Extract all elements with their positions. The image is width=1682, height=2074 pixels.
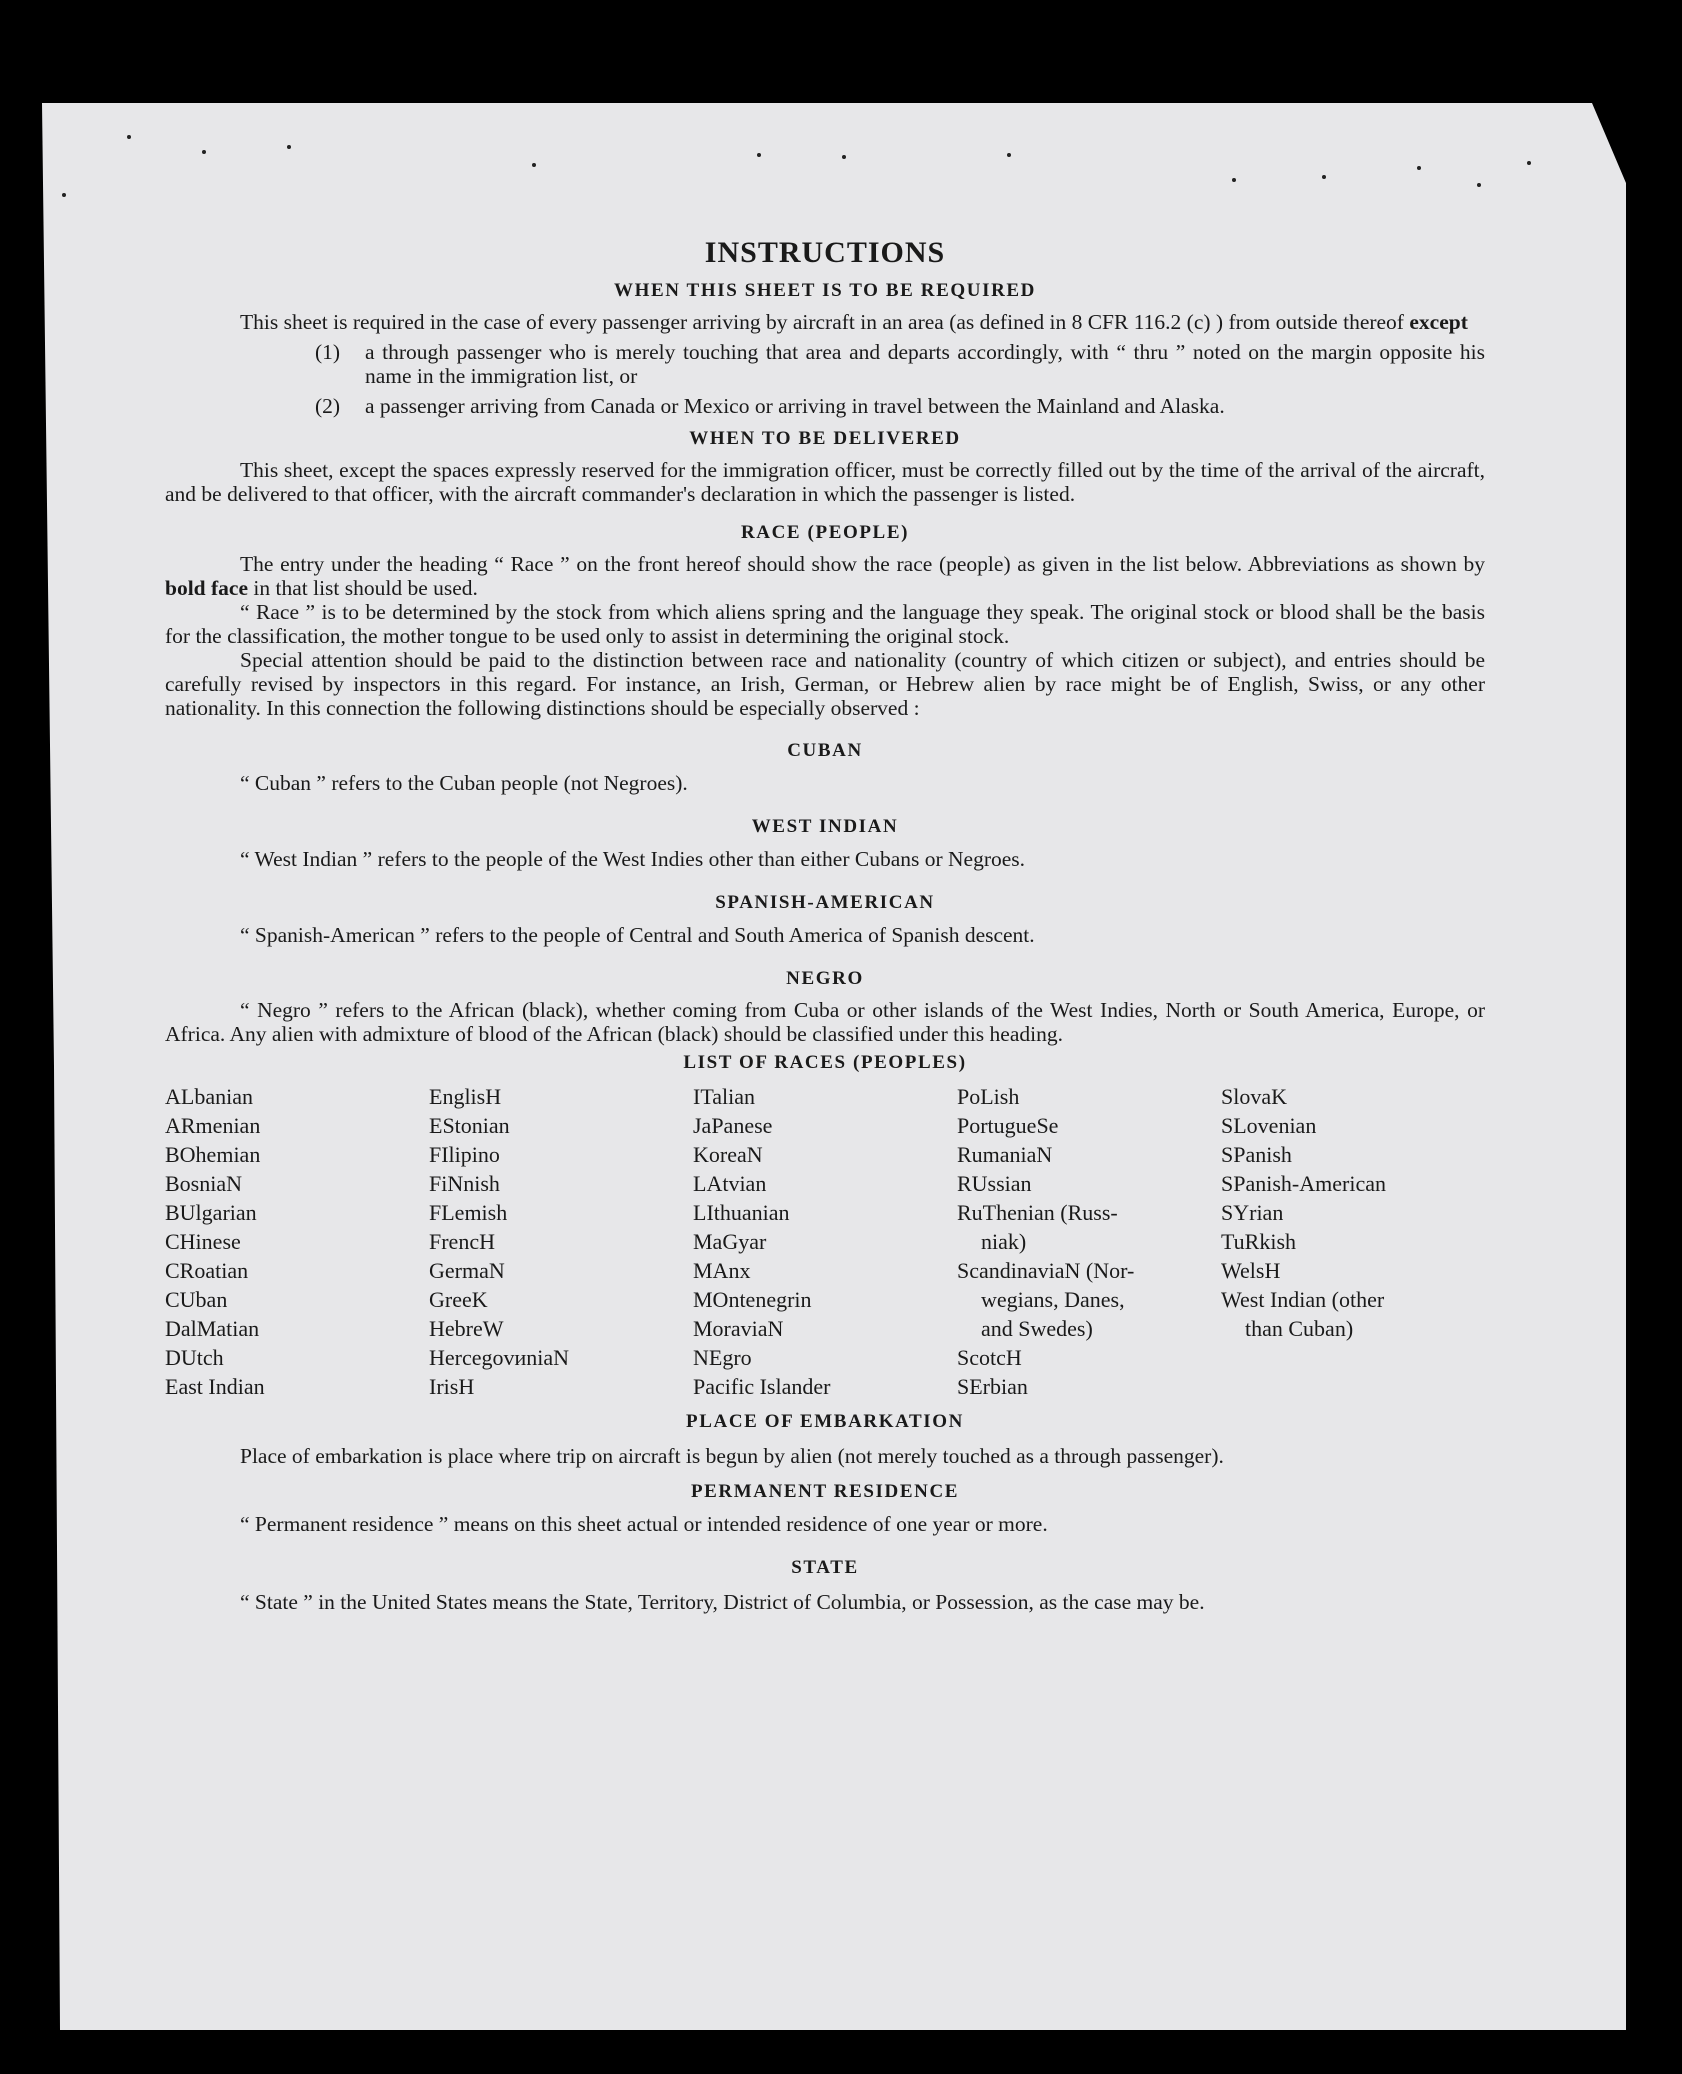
race-item: FLemish — [429, 1200, 508, 1225]
race-item: BosniaN — [165, 1171, 242, 1196]
race-item: KoreaN — [693, 1142, 763, 1167]
section-heading-when-required: WHEN THIS SHEET IS TO BE REQUIRED — [613, 280, 1037, 301]
race-item: MAnx — [693, 1258, 751, 1283]
race-item: Pacific Islander — [693, 1374, 831, 1399]
section-heading-spanish-american: SPANISH-AMERICAN — [715, 892, 935, 913]
section-heading-cuban: CUBAN — [787, 740, 863, 761]
race-item: ALbanian — [165, 1084, 253, 1109]
race-item: niak) — [981, 1229, 1027, 1254]
race-item: GreeK — [429, 1287, 488, 1312]
section-heading-embarkation: PLACE OF EMBARKATION — [686, 1411, 964, 1432]
race-item: SlovaK — [1221, 1084, 1287, 1109]
race-column — [1221, 1082, 1485, 1401]
race-item: DUtch — [165, 1345, 224, 1370]
race-item: ARmenian — [165, 1113, 261, 1138]
document-content — [165, 130, 1485, 1617]
section-heading-negro: NEGRO — [786, 968, 864, 989]
race-column — [429, 1082, 693, 1401]
west-indian-definition: “ West Indian ” refers to the people of the West Indies other than either Cubans or Negroes. — [240, 847, 1026, 871]
negro-definition: “ Negro ” refers to the African (black), whether coming from Cuba or other islands of the West Indies, North or South America, Europe, or Africa. Any alien with admixture of blood of the African (black) should be classified under this heading. — [165, 998, 1485, 1046]
race-column — [693, 1082, 957, 1401]
race-item: SLovenian — [1221, 1113, 1317, 1138]
exception-item: (1) a through passenger who is merely touching that area and departs accordingly, with “ thru ” noted on the margin opposite his name in the immigration list, or — [315, 340, 1485, 388]
race-item: LAtvian — [693, 1171, 767, 1196]
race-item: LIthuanian — [693, 1200, 790, 1225]
residence-definition: “ Permanent residence ” means on this sheet actual or intended residence of one year or more. — [240, 1512, 1048, 1536]
race-item: PortugueSe — [957, 1113, 1059, 1138]
race-item: ScotcH — [957, 1345, 1022, 1370]
speck — [127, 135, 131, 139]
speck — [1527, 161, 1531, 165]
section-heading-race: RACE (PEOPLE) — [740, 522, 910, 543]
race-item: ITalian — [693, 1084, 755, 1109]
race-item: RuThenian (Russ- — [957, 1200, 1118, 1225]
race-item: CHinese — [165, 1229, 241, 1254]
race-item: SPanish — [1221, 1142, 1292, 1167]
race-item: ScandinaviaN (Nor- — [957, 1258, 1135, 1283]
race-item: NEgro — [693, 1345, 752, 1370]
section-heading-list-of-races: LIST OF RACES (PEOPLES) — [683, 1052, 967, 1073]
race-item: SErbian — [957, 1374, 1028, 1399]
race-item: East Indian — [165, 1374, 265, 1399]
race-item: than Cuban) — [1245, 1316, 1354, 1341]
when-required-intro: This sheet is required in the case of every passenger arriving by aircraft in an area (as defined in 8 CFR 116.2 (c) ) from outside thereof except — [240, 310, 1468, 334]
when-delivered-text: This sheet, except the spaces expressly reserved for the immigration officer, must be correctly filled out by the time of the arrival of the aircraft, and be delivered to that officer, with the aircraft commander's declaration in which the passenger is listed. — [165, 458, 1485, 506]
race-item: HebreW — [429, 1316, 504, 1341]
race-item: West Indian (other — [1221, 1287, 1385, 1312]
race-item: JaPanese — [693, 1113, 773, 1138]
race-paragraph: “ Race ” is to be determined by the stock from which aliens spring and the language they speak. The original stock or blood shall be the basis for the classification, the mother tongue to be used only to assist in determining the original stock. — [165, 600, 1485, 648]
race-item: BUlgarian — [165, 1200, 257, 1225]
race-item: MaGyar — [693, 1229, 767, 1254]
race-item: SYrian — [1221, 1200, 1284, 1225]
section-heading-permanent-residence: PERMANENT RESIDENCE — [690, 1481, 960, 1502]
race-item: wegians, Danes, — [981, 1287, 1125, 1312]
section-heading-when-delivered: WHEN TO BE DELIVERED — [689, 428, 961, 449]
race-item: WelsH — [1221, 1258, 1281, 1283]
embarkation-text: Place of embarkation is place where trip on aircraft is begun by alien (not merely touched as a through passenger). — [240, 1444, 1224, 1468]
race-item: DalMatian — [165, 1316, 260, 1341]
race-paragraph: Special attention should be paid to the distinction between race and nationality (country of which citizen or subject), and entries should be carefully revised by inspectors in this regard. For instance, an Irish, German, or Hebrew alien by race might be of English, Swiss, or any other nationality. In this connection the following distinctions should be especially observed : — [165, 648, 1485, 720]
race-list — [165, 1082, 1485, 1401]
cuban-definition: “ Cuban ” refers to the Cuban people (not Negroes). — [240, 771, 688, 795]
race-item: EnglisH — [429, 1084, 502, 1109]
race-item: PoLish — [957, 1084, 1020, 1109]
speck — [62, 193, 66, 197]
page-title: INSTRUCTIONS — [704, 236, 946, 269]
exception-item: (2) a passenger arriving from Canada or Mexico or arriving in travel between the Mainland and Alaska. — [315, 394, 1225, 418]
race-item: HercegovиniaN — [429, 1345, 570, 1370]
race-item: FrencH — [429, 1229, 495, 1254]
race-item: MOntenegrin — [693, 1287, 812, 1312]
race-item: EStonian — [429, 1113, 510, 1138]
section-heading-west-indian: WEST INDIAN — [751, 816, 899, 837]
race-item: CRoatian — [165, 1258, 249, 1283]
race-item: RUssian — [957, 1171, 1032, 1196]
race-item: and Swedes) — [981, 1316, 1093, 1341]
spanish-american-definition: “ Spanish-American ” refers to the people of Central and South America of Spanish descent. — [240, 923, 1035, 947]
section-heading-state: STATE — [791, 1557, 859, 1578]
race-item: IrisH — [429, 1374, 475, 1399]
state-definition: “ State ” in the United States means the State, Territory, District of Columbia, or Possession, as the case may be. — [240, 1590, 1205, 1614]
race-item: CUban — [165, 1287, 228, 1312]
race-item: RumaniaN — [957, 1142, 1053, 1167]
race-column — [957, 1082, 1221, 1401]
race-paragraph: The entry under the heading “ Race ” on the front hereof should show the race (people) as given in the list below. Abbreviations as shown by bold face in that list should be used. — [165, 552, 1485, 600]
race-column — [165, 1082, 429, 1401]
race-item: TuRkish — [1221, 1229, 1297, 1254]
race-item: FIlipino — [429, 1142, 500, 1167]
race-item: GermaN — [429, 1258, 505, 1283]
race-item: FiNnish — [429, 1171, 500, 1196]
race-item: SPanish-American — [1221, 1171, 1386, 1196]
race-item: BOhemian — [165, 1142, 261, 1167]
race-item: MoraviaN — [693, 1316, 784, 1341]
